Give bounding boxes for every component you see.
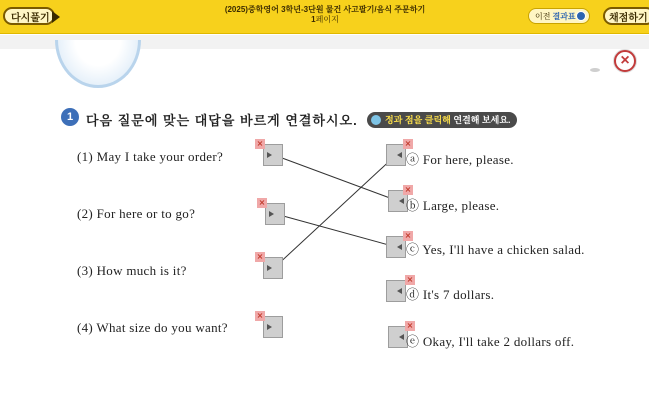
retry-label: 다시풀기 [11,12,50,24]
hint-highlight: 정과 점을 클릭해 [385,115,451,125]
left-connector-2[interactable] [265,203,285,225]
question-item-1: (1) May I take your order? [77,149,224,164]
connection-line [276,214,396,247]
question-item-2: (2) For here or to go? [77,206,196,221]
connection-line [274,155,396,268]
connector-arrow-icon [399,334,404,340]
previous-result-label: 결과표 [552,11,576,21]
page-number: 1 [311,15,316,24]
question-item-3: (3) How much is it? [77,263,187,278]
page-title: (2025)중학영어 3학년-3단원 물건 사고팔기/음식 주문하기 [224,5,426,14]
grade-label: 채점하기 [609,12,648,24]
left-connector-3[interactable] [263,257,283,279]
left-connector-4[interactable] [263,316,283,338]
question-instruction: 다음 질문에 맞는 대답을 바르게 연결하시오. [86,113,358,128]
connector-arrow-icon [267,152,272,158]
right-connector-d[interactable] [386,280,406,302]
connector-arrow-icon [397,244,402,250]
x-mark-icon: × [256,252,264,261]
x-mark-icon: × [406,321,414,330]
connector-arrow-icon [397,152,402,158]
x-mark-icon: × [406,275,414,284]
x-mark-icon: × [404,231,412,240]
connector-arrow-icon [269,211,274,217]
x-mark-icon: × [404,139,412,148]
x-mark-icon: × [258,198,266,207]
question-number-badge: 1 [61,108,79,126]
connector-arrow-icon [267,265,272,271]
answer-item-c: ⓒ Yes, I'll have a chicken salad. [406,242,585,257]
connection-line [274,155,398,201]
previous-result-prefix: 이전 [535,11,551,21]
page-suffix: 페이지 [315,15,339,24]
x-mark-icon: × [256,139,264,148]
connector-arrow-icon [267,324,272,330]
answer-item-b: ⓑ Large, please. [406,198,500,213]
hint-text: 연결해 보세요. [450,115,511,125]
close-button[interactable]: × [614,50,636,72]
connector-arrow-icon [397,288,402,294]
connector-arrow-icon [399,198,404,204]
answer-item-e: ⓔ Okay, I'll take 2 dollars off. [406,334,575,349]
answer-item-a: ⓐ For here, please. [406,152,514,167]
answer-item-d: ⓓ It's 7 dollars. [406,287,495,302]
x-mark-icon: × [256,311,264,320]
x-mark-icon: × [404,185,412,194]
question-item-4: (4) What size do you want? [77,320,228,335]
left-connector-1[interactable] [263,144,283,166]
